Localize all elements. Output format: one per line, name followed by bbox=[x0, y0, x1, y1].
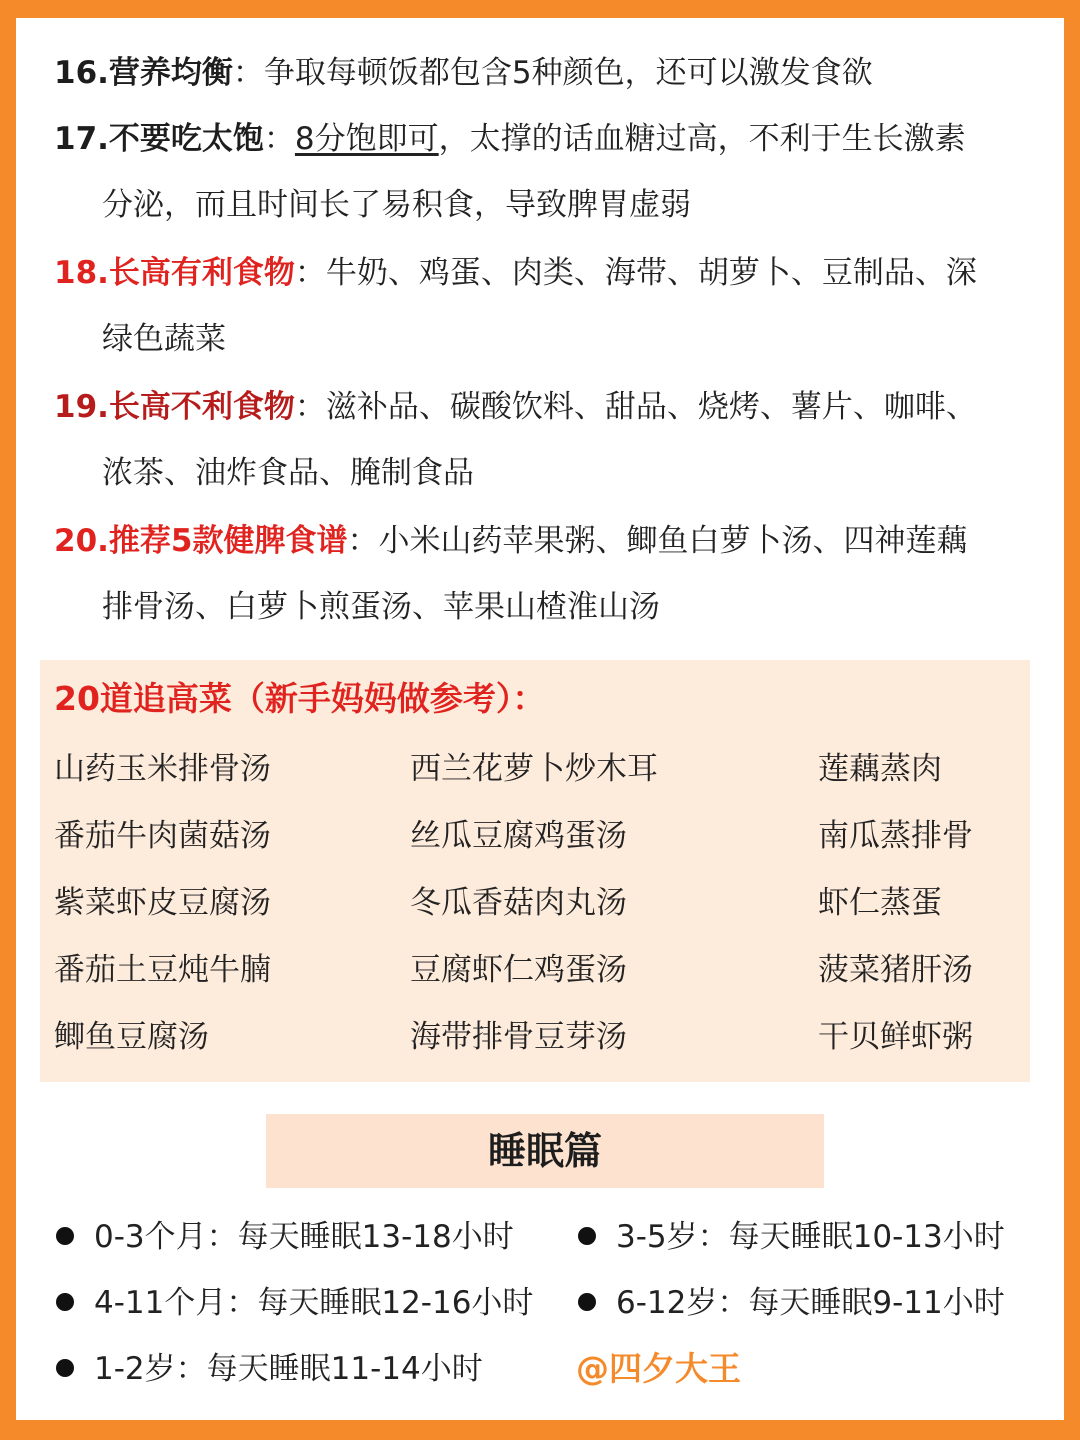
bullet-icon bbox=[56, 1227, 74, 1245]
content-card bbox=[16, 18, 1064, 1420]
recipes-title: 20道追高菜（新手妈妈做参考）： bbox=[54, 679, 546, 718]
recipe-row bbox=[54, 811, 1014, 878]
sleep-section-title: 睡眠篇 bbox=[266, 1114, 824, 1188]
tip-18: 18.长高有利食物：牛奶、鸡蛋、肉类、海带、胡萝卜、豆制品、深 绿色蔬菜 bbox=[54, 240, 1034, 372]
tip-20-text: 小米山药苹果粥、鲫鱼白萝卜汤、四神莲藕 bbox=[378, 523, 968, 559]
tip-19: 19.长高不利食物：滋补品、碳酸饮料、甜品、烧烤、薯片、咖啡、 浓茶、油炸食品、腌制食品 bbox=[54, 374, 1034, 506]
bullet-icon bbox=[56, 1359, 74, 1377]
sleep-item: 4-11个月：每天睡眠12-16小时 bbox=[56, 1278, 533, 1328]
tip-16-text: 争取每顿饭都包含5种颜色，还可以激发食欲 bbox=[263, 55, 873, 91]
recipe-item: 西兰花萝卜炒木耳 bbox=[410, 751, 658, 787]
recipe-item: 冬瓜香菇肉丸汤 bbox=[410, 885, 627, 921]
recipe-item: 豆腐虾仁鸡蛋汤 bbox=[410, 952, 627, 988]
author-handle: @四夕大王 bbox=[576, 1349, 741, 1388]
recipe-row bbox=[54, 1012, 1014, 1079]
sleep-item: 1-2岁：每天睡眠11-14小时 bbox=[56, 1344, 483, 1394]
tip-18-heading: 18.长高有利食物 bbox=[54, 255, 295, 291]
tip-17: 17.不要吃太饱：8分饱即可，太撑的话血糖过高，不利于生长激素 分泌，而且时间长了易积食，导致脾胃虚弱 bbox=[54, 106, 1034, 238]
tip-19-text: 滋补品、碳酸饮料、甜品、烧烤、薯片、咖啡、 bbox=[325, 389, 977, 425]
sleep-item: 3-5岁：每天睡眠10-13小时 bbox=[578, 1212, 1005, 1262]
recipe-item: 南瓜蒸排骨 bbox=[818, 818, 973, 854]
sleep-item: 0-3个月：每天睡眠13-18小时 bbox=[56, 1212, 514, 1262]
tip-18-continuation: 绿色蔬菜 bbox=[102, 321, 226, 357]
recipe-row bbox=[54, 878, 1014, 945]
recipe-row bbox=[54, 744, 1014, 811]
tip-20: 20.推荐5款健脾食谱：小米山药苹果粥、鲫鱼白萝卜汤、四神莲藕 排骨汤、白萝卜煎蛋汤、苹果山楂淮山汤 bbox=[54, 508, 1034, 640]
tip-17-text: ，太撑的话血糖过高，不利于生长激素 bbox=[438, 121, 966, 157]
recipe-item: 番茄牛肉菌菇汤 bbox=[54, 818, 271, 854]
bullet-icon bbox=[578, 1293, 596, 1311]
bullet-icon bbox=[56, 1293, 74, 1311]
recipe-item: 鲫鱼豆腐汤 bbox=[54, 1019, 209, 1055]
tip-17-heading: 17.不要吃太饱 bbox=[54, 121, 264, 157]
recipe-grid bbox=[54, 744, 1014, 1079]
tip-16: 16.营养均衡：争取每顿饭都包含5种颜色，还可以激发食欲 bbox=[54, 55, 873, 91]
tip-20-heading: 20.推荐5款健脾食谱 bbox=[54, 523, 348, 559]
tip-16-heading: 16.营养均衡 bbox=[54, 55, 233, 91]
tip-18-text: 牛奶、鸡蛋、肉类、海带、胡萝卜、豆制品、深 bbox=[325, 255, 977, 291]
recipe-item: 紫菜虾皮豆腐汤 bbox=[54, 885, 271, 921]
recipe-item: 山药玉米排骨汤 bbox=[54, 751, 271, 787]
tip-19-heading: 19.长高不利食物 bbox=[54, 389, 295, 425]
bullet-icon bbox=[578, 1227, 596, 1245]
tip-17-underlined: 8分饱即可 bbox=[294, 121, 439, 157]
sleep-item: 6-12岁：每天睡眠9-11小时 bbox=[578, 1278, 1005, 1328]
tip-20-continuation: 排骨汤、白萝卜煎蛋汤、苹果山楂淮山汤 bbox=[102, 589, 660, 625]
recipe-item: 丝瓜豆腐鸡蛋汤 bbox=[410, 818, 627, 854]
recipe-item: 菠菜猪肝汤 bbox=[818, 952, 973, 988]
recipe-item: 海带排骨豆芽汤 bbox=[410, 1019, 627, 1055]
tip-17-continuation: 分泌，而且时间长了易积食，导致脾胃虚弱 bbox=[102, 187, 691, 223]
recipe-row bbox=[54, 945, 1014, 1012]
recipes-panel bbox=[40, 660, 1030, 1082]
tip-19-continuation: 浓茶、油炸食品、腌制食品 bbox=[102, 455, 474, 491]
recipe-item: 虾仁蒸蛋 bbox=[818, 885, 942, 921]
recipe-item: 莲藕蒸肉 bbox=[818, 751, 942, 787]
recipe-item: 干贝鲜虾粥 bbox=[818, 1019, 973, 1055]
recipe-item: 番茄土豆炖牛腩 bbox=[54, 952, 271, 988]
